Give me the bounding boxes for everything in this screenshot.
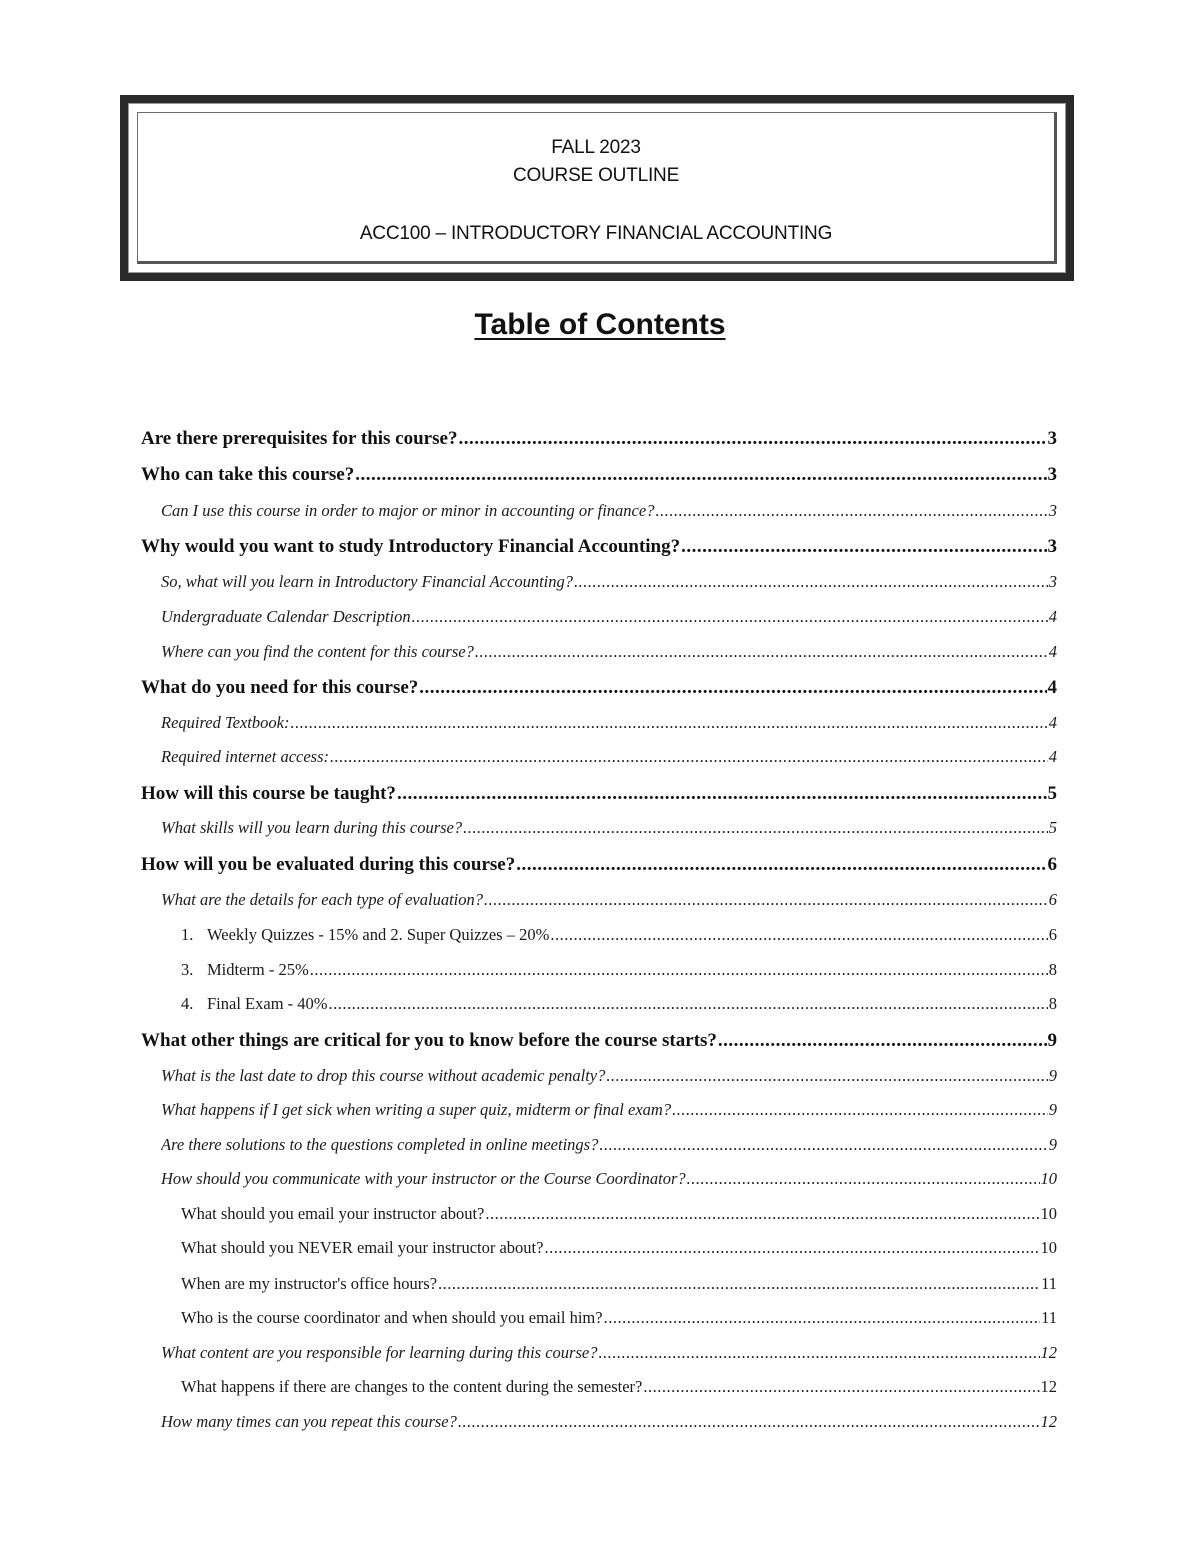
toc-entry-text: Are there prerequisites for this course? [141, 428, 458, 449]
toc-dot-leader [574, 572, 1048, 592]
course-header-inner-border [137, 112, 1057, 264]
toc-entry[interactable] [141, 854, 1057, 876]
toc-page-number: 11 [1041, 1274, 1057, 1293]
toc-entry[interactable] [161, 713, 1057, 733]
toc-entry[interactable] [181, 1238, 1057, 1258]
toc-entry-text: When are my instructor's office hours? [181, 1274, 438, 1293]
toc-dot-leader [290, 713, 1047, 733]
toc-entry-label [181, 1377, 642, 1397]
toc-entry[interactable] [161, 501, 1057, 521]
toc-entry[interactable] [141, 1030, 1057, 1052]
toc-entry-text: What should you NEVER email your instructor about? [181, 1238, 544, 1257]
toc-heading: Table of Contents [474, 308, 726, 341]
toc-page-number: 9 [1048, 1100, 1057, 1119]
toc-entry[interactable] [161, 890, 1057, 910]
toc-page-number: 5 [1047, 783, 1057, 804]
toc-dot-leader [687, 1169, 1040, 1189]
toc-dot-leader [463, 818, 1048, 838]
toc-entry[interactable] [161, 1412, 1057, 1432]
toc-page-number: 4 [1047, 677, 1057, 698]
toc-entry-text: How many times can you repeat this course? [161, 1412, 457, 1431]
toc-entry-label [161, 642, 474, 662]
toc-page-number: 10 [1040, 1238, 1057, 1257]
toc-dot-leader [330, 747, 1048, 767]
toc-list-marker: 1. [181, 925, 194, 944]
toc-entry-label [161, 501, 654, 521]
toc-entry-text: What happens if there are changes to the content during the semester? [181, 1377, 643, 1396]
toc-entry-label [161, 1169, 686, 1189]
toc-entry-label [161, 1066, 605, 1086]
toc-entry-label [161, 890, 483, 910]
toc-dot-leader [672, 1100, 1048, 1120]
toc-entry-label [141, 854, 515, 876]
term-label: FALL 2023 [551, 137, 641, 158]
toc-entry-text: What other things are critical for you to know before the course starts? [141, 1030, 717, 1051]
toc-entry-label [161, 1412, 457, 1432]
toc-entry-text: What is the last date to drop this course without academic penalty? [161, 1066, 606, 1085]
toc-entry-label [161, 1343, 597, 1363]
toc-page-number: 11 [1041, 1308, 1057, 1327]
toc-page-number: 4 [1048, 642, 1057, 661]
toc-entry-label [181, 960, 309, 980]
toc-entry-label [181, 925, 549, 945]
toc-entry-label [161, 607, 411, 627]
toc-dot-leader [412, 607, 1048, 627]
toc-dot-leader [516, 854, 1046, 876]
toc-entry-label [161, 572, 573, 592]
toc-entry[interactable] [161, 818, 1057, 838]
toc-entry-label [181, 994, 328, 1014]
toc-page-number: 12 [1040, 1343, 1057, 1362]
toc-entry-text: How should you communicate with your instructor or the Course Coordinator? [161, 1169, 686, 1188]
toc-entry[interactable] [161, 1135, 1057, 1155]
toc-entry-text: Where can you find the content for this course? [161, 642, 474, 661]
toc-dot-leader [329, 994, 1048, 1014]
toc-entry-text: What skills will you learn during this course? [161, 818, 463, 837]
toc-page-number: 3 [1047, 536, 1057, 557]
toc-entry[interactable] [181, 994, 1057, 1014]
toc-dot-leader [310, 960, 1048, 980]
toc-dot-leader [598, 1343, 1039, 1363]
toc-entry[interactable] [161, 572, 1057, 592]
toc-entry[interactable] [161, 1343, 1057, 1363]
toc-dot-leader [655, 501, 1047, 521]
toc-page-number: 12 [1040, 1377, 1057, 1396]
toc-entry-text: Undergraduate Calendar Description [161, 607, 411, 626]
toc-page-number: 9 [1047, 1030, 1057, 1051]
toc-dot-leader [718, 1030, 1047, 1052]
toc-page-number: 6 [1048, 925, 1057, 944]
toc-entry-label [181, 1308, 603, 1328]
toc-entry[interactable] [181, 1204, 1057, 1224]
toc-page-number: 4 [1048, 607, 1057, 626]
toc-dot-leader [599, 1135, 1047, 1155]
toc-entry-text: Midterm - 25% [207, 960, 309, 979]
toc-entry[interactable] [141, 464, 1057, 486]
toc-entry-text: Can I use this course in order to major or minor in accounting or finance? [161, 501, 655, 520]
toc-page-number: 8 [1048, 994, 1057, 1013]
toc-entry[interactable] [161, 747, 1057, 767]
toc-entry-label [141, 1030, 717, 1052]
toc-entry-label [141, 677, 418, 699]
toc-dot-leader [550, 925, 1047, 945]
toc-page-number: 3 [1048, 572, 1057, 591]
toc-entry-label [141, 536, 680, 558]
toc-dot-leader [475, 642, 1048, 662]
toc-entry-label [161, 818, 462, 838]
toc-dot-leader [485, 1204, 1039, 1224]
toc-entry-text: Weekly Quizzes - 15% and 2. Super Quizzes – 20% [207, 925, 550, 944]
toc-entry-label [181, 1238, 543, 1258]
toc-entry[interactable] [141, 783, 1057, 805]
toc-page-number: 9 [1048, 1135, 1057, 1154]
toc-dot-leader [355, 464, 1046, 486]
toc-entry-label [141, 783, 396, 805]
toc-page-number: 4 [1048, 713, 1057, 732]
toc-page-number: 3 [1048, 501, 1057, 520]
toc-entry-text: Final Exam - 40% [207, 994, 328, 1013]
toc-dot-leader [606, 1066, 1047, 1086]
toc-page-number: 10 [1040, 1204, 1057, 1223]
toc-entry-label [161, 1135, 598, 1155]
toc-entry[interactable] [181, 960, 1057, 980]
toc-entry-text: How will you be evaluated during this course? [141, 854, 516, 875]
toc-dot-leader [604, 1308, 1041, 1328]
toc-dot-leader [643, 1377, 1039, 1397]
toc-list-marker: 4. [181, 994, 194, 1013]
toc-entry[interactable] [161, 607, 1057, 627]
toc-entry-label [161, 1100, 671, 1120]
toc-dot-leader [397, 783, 1047, 805]
toc-entry-text: Who is the course coordinator and when should you email him? [181, 1308, 603, 1327]
toc-entry-label [141, 428, 457, 450]
toc-page-number: 6 [1047, 854, 1057, 875]
toc-entry-label [161, 747, 329, 767]
toc-entry-text: What happens if I get sick when writing a super quiz, midterm or final exam? [161, 1100, 672, 1119]
toc-entry[interactable] [161, 1066, 1057, 1086]
toc-entry[interactable] [181, 1377, 1057, 1397]
toc-dot-leader [484, 890, 1048, 910]
toc-page-number: 6 [1048, 890, 1057, 909]
toc-entry-text: What do you need for this course? [141, 677, 419, 698]
toc-entry-text: Required internet access: [161, 747, 329, 766]
toc-entry-label [141, 464, 354, 486]
toc-entry-text: So, what will you learn in Introductory Financial Accounting? [161, 572, 574, 591]
toc-entry[interactable] [161, 1100, 1057, 1120]
toc-entry[interactable] [161, 642, 1057, 662]
toc-entry-label [181, 1274, 437, 1294]
course-title: ACC100 – INTRODUCTORY FINANCIAL ACCOUNTING [359, 223, 833, 244]
toc-page-number: 10 [1040, 1169, 1057, 1188]
toc-dot-leader [544, 1238, 1039, 1258]
toc-entry[interactable] [181, 1274, 1057, 1294]
toc-entry[interactable] [141, 536, 1057, 558]
toc-page-number: 4 [1048, 747, 1057, 766]
toc-entry-label [181, 1204, 484, 1224]
toc-dot-leader [458, 428, 1046, 450]
toc-entry-text: What are the details for each type of evaluation? [161, 890, 483, 909]
toc-dot-leader [681, 536, 1046, 558]
toc-entry-text: How will this course be taught? [141, 783, 396, 804]
toc-page-number: 8 [1048, 960, 1057, 979]
toc-dot-leader [458, 1412, 1040, 1432]
toc-dot-leader [419, 677, 1046, 699]
toc-entry[interactable] [181, 1308, 1057, 1328]
toc-entry-text: What should you email your instructor about? [181, 1204, 485, 1223]
toc-entry-text: What content are you responsible for learning during this course? [161, 1343, 598, 1362]
toc-entry[interactable] [161, 1169, 1057, 1189]
toc-entry[interactable] [181, 925, 1057, 945]
toc-entry-text: Are there solutions to the questions completed in online meetings? [161, 1135, 599, 1154]
toc-list-marker: 3. [181, 960, 194, 979]
toc-page-number: 3 [1047, 428, 1057, 449]
toc-entry[interactable] [141, 677, 1057, 699]
document-type-label: COURSE OUTLINE [512, 165, 680, 186]
toc-page-number: 9 [1048, 1066, 1057, 1085]
toc-entry-label [161, 713, 289, 733]
toc-page-number: 3 [1047, 464, 1057, 485]
toc-dot-leader [438, 1274, 1040, 1294]
toc-entry-text: Who can take this course? [141, 464, 355, 485]
toc-entry-text: Why would you want to study Introductory Financial Accounting? [141, 536, 681, 557]
toc-entry[interactable] [141, 428, 1057, 450]
course-header-box [120, 95, 1074, 281]
toc-page-number: 5 [1048, 818, 1057, 837]
toc-page-number: 12 [1040, 1412, 1057, 1431]
toc-entry-text: Required Textbook: [161, 713, 290, 732]
